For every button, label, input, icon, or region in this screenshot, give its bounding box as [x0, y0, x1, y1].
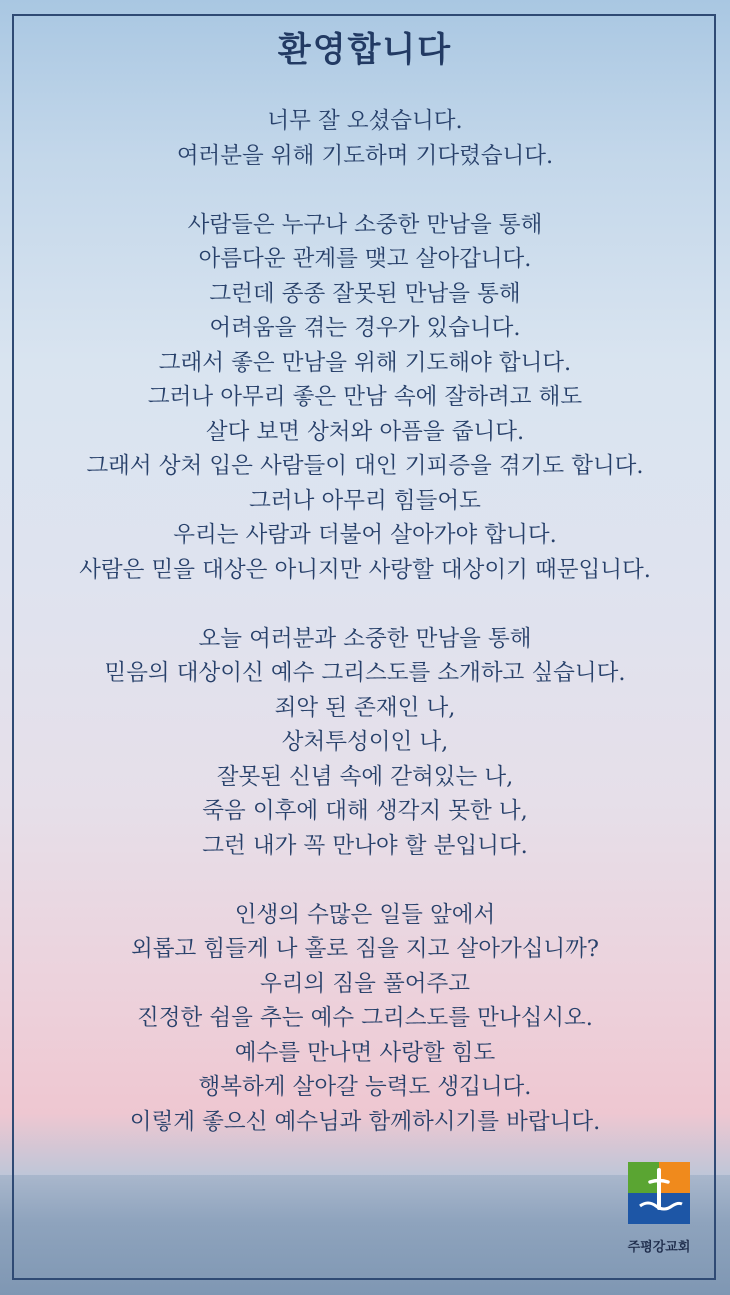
poem-line: 우리의 짐을 풀어주고 [260, 970, 470, 997]
stanza-1 [0, 104, 730, 173]
poem-line: 그러나 아무리 좋은 만남 속에 잘하려고 해도 [147, 384, 583, 410]
poem-line: 아름다운 관계를 맺고 살아갑니다. [198, 246, 532, 272]
poem-line: 사람들은 누구나 소중한 만남을 통해 [187, 211, 543, 238]
poem-line: 우리는 사람과 더불어 살아가야 합니다. [173, 522, 557, 548]
poem-line: 외롭고 힘들게 나 홀로 짐을 지고 살아가십니까? [131, 936, 599, 962]
poem-line: 인생의 수많은 일들 앞에서 [234, 901, 496, 928]
poem-line: 그런데 종종 잘못된 만남을 통해 [209, 280, 521, 307]
stanza-4 [0, 898, 730, 1140]
page-title: 환영합니다 [277, 30, 453, 70]
stanza-2 [0, 208, 730, 588]
poem-line: 그러나 아무리 힘들어도 [249, 487, 481, 514]
poem-line: 너무 잘 오셨습니다. [267, 108, 463, 134]
poem-line: 예수를 만나면 사랑할 힘도 [234, 1039, 496, 1066]
poem-line: 어려움을 겪는 경우가 있습니다. [209, 315, 521, 341]
poem-line: 행복하게 살아갈 능력도 생깁니다. [198, 1074, 532, 1100]
church-name: 주평강교회 [627, 1240, 691, 1255]
stanza-3 [0, 622, 730, 864]
poem-line: 믿음의 대상이신 예수 그리스도를 소개하고 싶습니다. [104, 660, 626, 686]
poem-line: 그런 내가 꼭 만나야 할 분입니다. [202, 832, 528, 859]
poem-line: 이렇게 좋으신 예수님과 함께하시기를 바랍니다. [129, 1108, 601, 1135]
poem-line: 그래서 좋은 만남을 위해 기도해야 합니다. [158, 349, 572, 376]
poem-line: 살다 보면 상처와 아픔을 줍니다. [205, 418, 525, 445]
poem-line: 여러분을 위해 기도하며 기다렸습니다. [176, 142, 554, 169]
poem-line: 상처투성이인 나, [281, 729, 449, 755]
poem-line: 죄악 된 존재인 나, [274, 694, 456, 721]
welcome-message [0, 104, 730, 1174]
poem-line: 진정한 쉼을 추는 예수 그리스도를 만나십시오. [137, 1005, 593, 1031]
poem-line: 사람은 믿을 대상은 아니지만 사랑할 대상이기 때문입니다. [79, 556, 651, 583]
poem-line: 오늘 여러분과 소중한 만남을 통해 [198, 625, 532, 652]
church-logo [628, 1162, 690, 1224]
poem-line: 잘못된 신념 속에 갇혀있는 나, [216, 763, 514, 790]
poem-line: 그래서 상처 입은 사람들이 대인 기피증을 겪기도 합니다. [86, 453, 644, 479]
poem-line: 죽음 이후에 대해 생각지 못한 나, [202, 798, 528, 824]
